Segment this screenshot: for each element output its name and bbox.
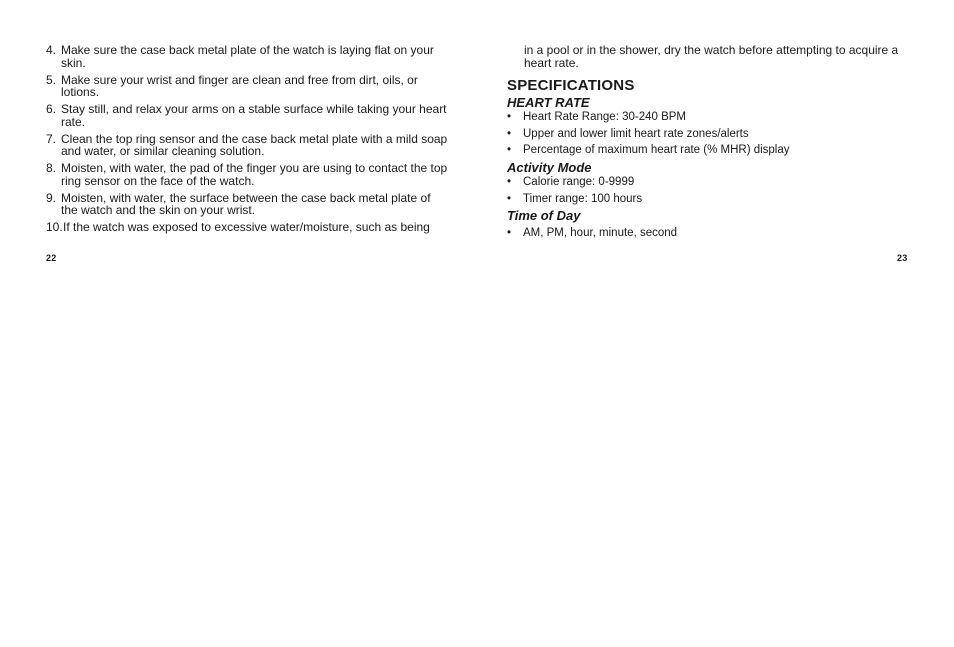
step-item — [46, 74, 448, 99]
list-item — [507, 143, 909, 157]
step-item — [46, 44, 448, 69]
bullet-icon: • — [507, 111, 512, 123]
bullet-icon: • — [507, 192, 512, 205]
list-item-text: Heart Rate Range: 30-240 BPM — [523, 111, 687, 123]
step-item — [46, 103, 448, 128]
page-number: 22 — [46, 253, 57, 263]
step-continuation: in a pool or in the shower, dry the watch before attempting to acquire a heart rate. — [524, 43, 899, 70]
step-text: Clean the top ring sensor and the case back metal plate with a mild soap and water, or similar cleaning solution. — [61, 131, 448, 158]
list-item — [507, 110, 909, 124]
step-text: Stay still, and relax your arms on a stable surface while taking your heart rate. — [61, 102, 447, 129]
activity-mode-list — [507, 175, 909, 208]
list-item-text: Upper and lower limit heart rate zones/alerts — [523, 127, 749, 140]
bullet-icon: • — [507, 176, 512, 188]
bullet-icon: • — [507, 227, 512, 239]
list-item — [507, 175, 909, 189]
list-item-text: Calorie range: 0-9999 — [523, 176, 635, 188]
troubleshooting-steps — [46, 44, 448, 238]
step-number: 10. — [46, 220, 63, 234]
step-item — [46, 192, 448, 217]
list-item — [507, 192, 909, 206]
step-number: 7. — [46, 131, 57, 146]
step-text: Moisten, with water, the pad of the finger you are using to contact the top ring sensor on the face of the watch. — [61, 161, 448, 188]
heart-rate-list — [507, 110, 909, 160]
activity-mode-heading: Activity Mode — [507, 160, 592, 175]
list-item-text: Timer range: 100 hours — [523, 192, 643, 205]
page-number: 23 — [897, 253, 908, 263]
list-item — [507, 127, 909, 141]
step-text: Make sure your wrist and finger are clean and free from dirt, oils, or lotions. — [61, 72, 418, 99]
step-number: 5. — [46, 72, 57, 87]
heart-rate-heading: HEART RATE — [507, 95, 590, 110]
step-text: If the watch was exposed to excessive water/moisture, such as being — [63, 220, 430, 234]
step-number: 4. — [46, 43, 57, 57]
time-of-day-list — [507, 226, 909, 243]
bullet-icon: • — [507, 127, 512, 140]
bullet-icon: • — [507, 144, 512, 156]
time-of-day-heading: Time of Day — [507, 208, 581, 223]
step-text: Moisten, with water, the surface between the case back metal plate of the watch and the skin on your wrist. — [61, 190, 431, 217]
step-number: 9. — [46, 190, 57, 205]
step-item — [46, 162, 448, 187]
step-number: 8. — [46, 161, 57, 175]
specifications-heading: SPECIFICATIONS — [507, 77, 635, 94]
list-item-text: Percentage of maximum heart rate (% MHR) display — [523, 144, 790, 156]
step-text: Make sure the case back metal plate of the watch is laying flat on your skin. — [61, 43, 434, 70]
step-item — [46, 133, 448, 158]
step-item — [46, 221, 448, 234]
list-item — [507, 226, 909, 240]
list-item-text: AM, PM, hour, minute, second — [523, 227, 678, 239]
step-number: 6. — [46, 102, 57, 116]
